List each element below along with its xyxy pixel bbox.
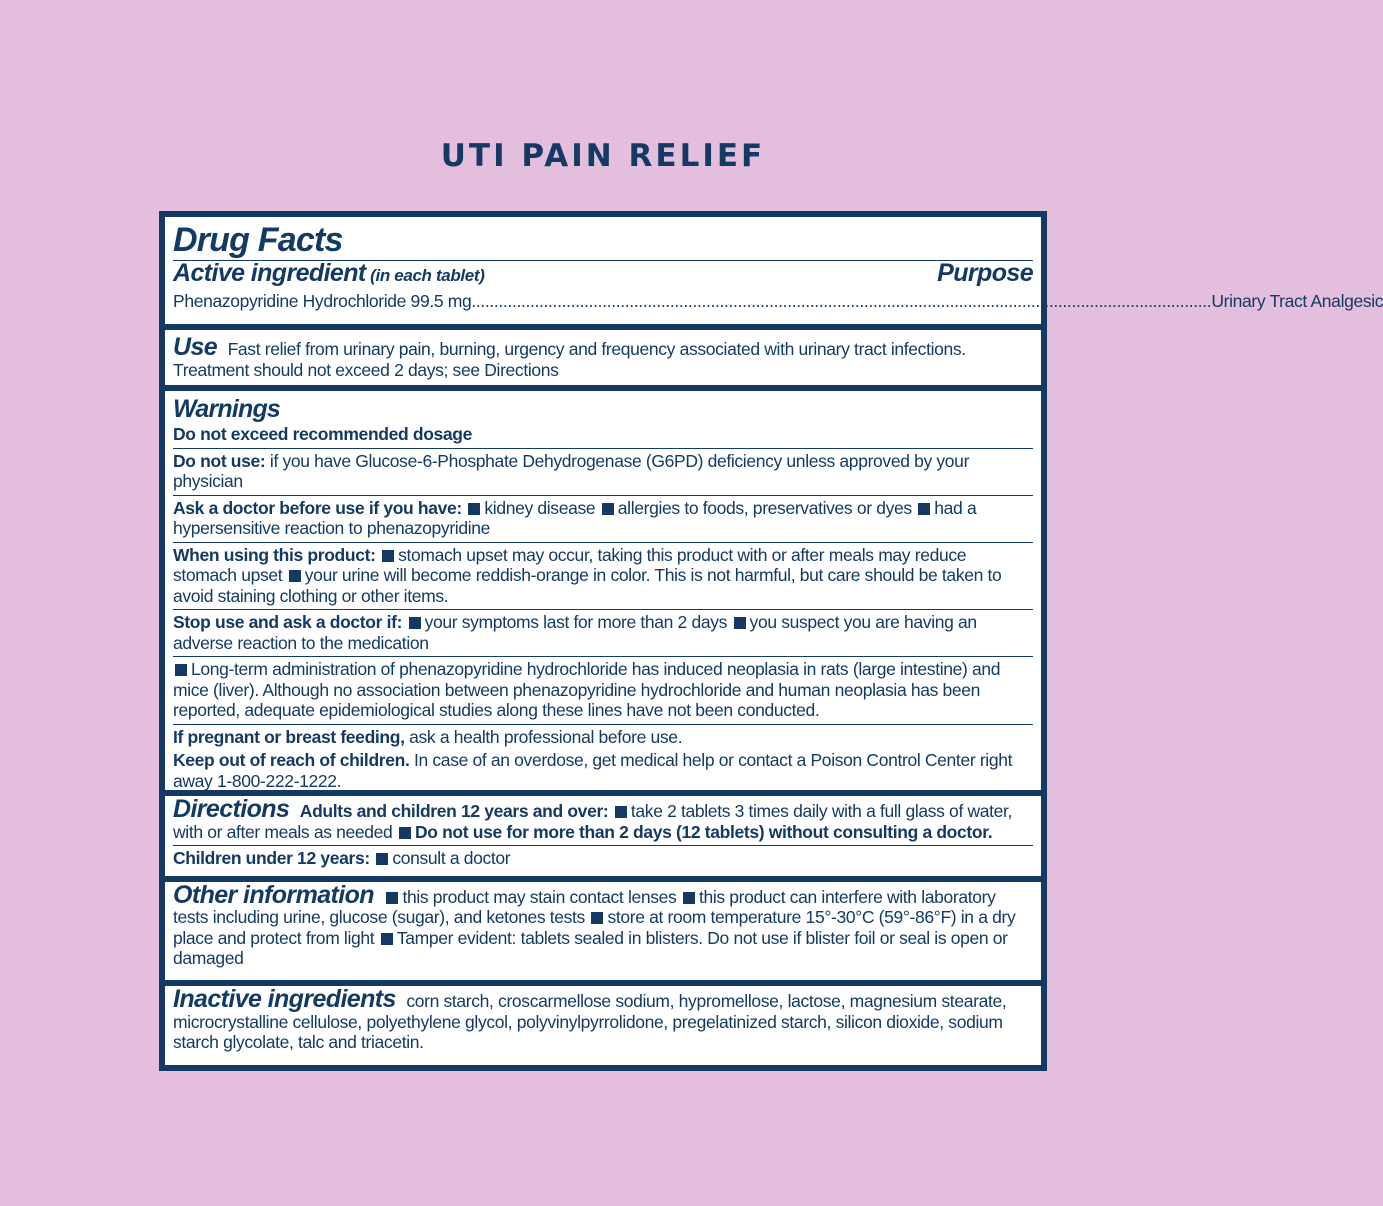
when-using-block [173,542,1033,607]
pregnant-block [173,724,1033,748]
ask-doctor-block [173,495,1033,539]
stop-item: your symptoms last for more than 2 days [424,612,728,633]
stop-use-block [173,609,1033,653]
ingredient-purpose: Urinary Tract Analgesic [1211,291,1383,311]
when-item: stomach upset may occur, taking this product with or after meals may reduce stomach upset [173,544,967,586]
other-information-section [165,882,1041,981]
ask-item: had a hypersensitive reaction to phenazopyridine [173,497,977,539]
ingredient-name: Phenazopyridine Hydrochloride 99.5 mg [173,291,472,311]
inactive-ingredients-text: corn starch, croscarmellose sodium, hypromellose, lactose, magnesium stearate, microcrystalline cellulose, polyethylene glycol, polyvinylpyrrolidone, pregelatinized starch, silicon dioxide, sodium starch glycolate, talc and triacetin. [173,991,1007,1053]
do-not-use-block [173,448,1033,492]
children-text: consult a doctor [392,848,511,869]
bullet-square-icon [376,853,388,865]
when-item: your urine will become reddish-orange in color. This is not harmful, but care should be taken to avoid staining clothing or other items. [173,565,1002,606]
bullet-square-icon [382,550,394,562]
drug-facts-title: Drug Facts [173,221,343,259]
pregnant-label: If pregnant or breast feeding, [173,726,405,747]
do-not-use-text: if you have Glucose-6-Phosphate Dehydrogenase (G6PD) deficiency unless approved by your physician [173,450,970,492]
other-item: store at room temperature 15°-30°C (59°-86°F) in a dry place and protect from light [173,907,1016,948]
other-item: this product may stain contact lenses [402,886,677,907]
bullet-square-icon [683,892,695,904]
purpose-label: Purpose [937,259,1033,287]
active-ingredient-header [173,260,1033,291]
warnings-heading: Warnings [173,395,281,424]
children-label: Children under 12 years: [173,848,370,869]
drug-facts-panel [159,211,1383,1071]
bullet-square-icon [468,503,480,515]
leader-dots: .................................................................................................................................................................... [471,291,1212,311]
ingredient-row [173,291,1383,312]
keep-out-text: In case of an overdose, get medical help or contact a Poison Control Center right away 1-800-222-1222. [173,750,1013,791]
bullet-square-icon [386,892,398,904]
stop-use-label: Stop use and ask a doctor if: [173,612,403,633]
other-item: Tamper evident: tablets sealed in blisters. Do not use if blister foil or seal is open or damaged [173,927,1008,969]
ask-item: allergies to foods, preservatives or dyes [617,497,912,518]
bullet-square-icon [734,617,746,629]
directions-section [165,796,1041,876]
other-information-heading: Other information [173,880,374,909]
bullet-square-icon [615,806,627,818]
warnings-section [165,391,1041,790]
adults-text: take 2 tablets 3 times daily with a full glass of water, with or after meals as needed [173,801,1013,842]
bullet-square-icon [289,570,301,582]
bullet-square-icon [381,933,393,945]
bullet-square-icon [409,617,421,629]
keep-out-block [173,750,1033,791]
do-not-use-label: Do not use: [173,450,266,471]
bullet-square-icon [175,664,187,676]
ask-item: kidney disease [484,497,596,518]
active-ingredient-section [165,217,1383,324]
long-term-block [173,656,1033,721]
adults-warning: Do not use for more than 2 days (12 tablets) without consulting a doctor. [414,821,993,842]
use-section [165,330,1041,385]
inactive-ingredients-heading: Inactive ingredients [173,985,396,1014]
pregnant-text: ask a health professional before use. [409,726,683,747]
ask-doctor-label: Ask a doctor before use if you have: [173,497,462,518]
keep-out-label: Keep out of reach of children. [173,750,410,771]
when-using-label: When using this product: [173,544,376,565]
bullet-square-icon [918,503,930,515]
bullet-square-icon [591,912,603,924]
active-ingredient-label: Active ingredient [173,259,366,287]
children-block [173,845,1033,869]
directions-heading: Directions [173,795,290,824]
stop-item: you suspect you are having an adverse reaction to the medication [173,612,977,653]
inactive-ingredients-section [165,986,1041,1065]
bullet-square-icon [399,827,411,839]
dosage-warning: Do not exceed recommended dosage [173,424,473,445]
other-item: this product can interfere with laboratory tests including urine, glucose (sugar), and ketones tests [173,886,996,928]
long-term-text: Long-term administration of phenazopyridine hydrochloride has induced neoplasia in rats (large intestine) and mice (liver). Although no association between phenazopyridine hydrochloride and human neoplasia has been reported, adequate epidemiological studies along these lines have not been conducted. [173,659,1001,721]
use-text: Fast relief from urinary pain, burning, urgency and frequency associated with urinary tract infections. Treatment should not exceed 2 days; see Directions [173,339,966,380]
bullet-square-icon [602,503,614,515]
adults-label: Adults and children 12 years and over: [299,801,609,822]
use-heading: Use [173,333,218,362]
active-ingredient-note: (in each tablet) [370,266,485,285]
page-title: UTI PAIN RELIEF [440,138,766,174]
